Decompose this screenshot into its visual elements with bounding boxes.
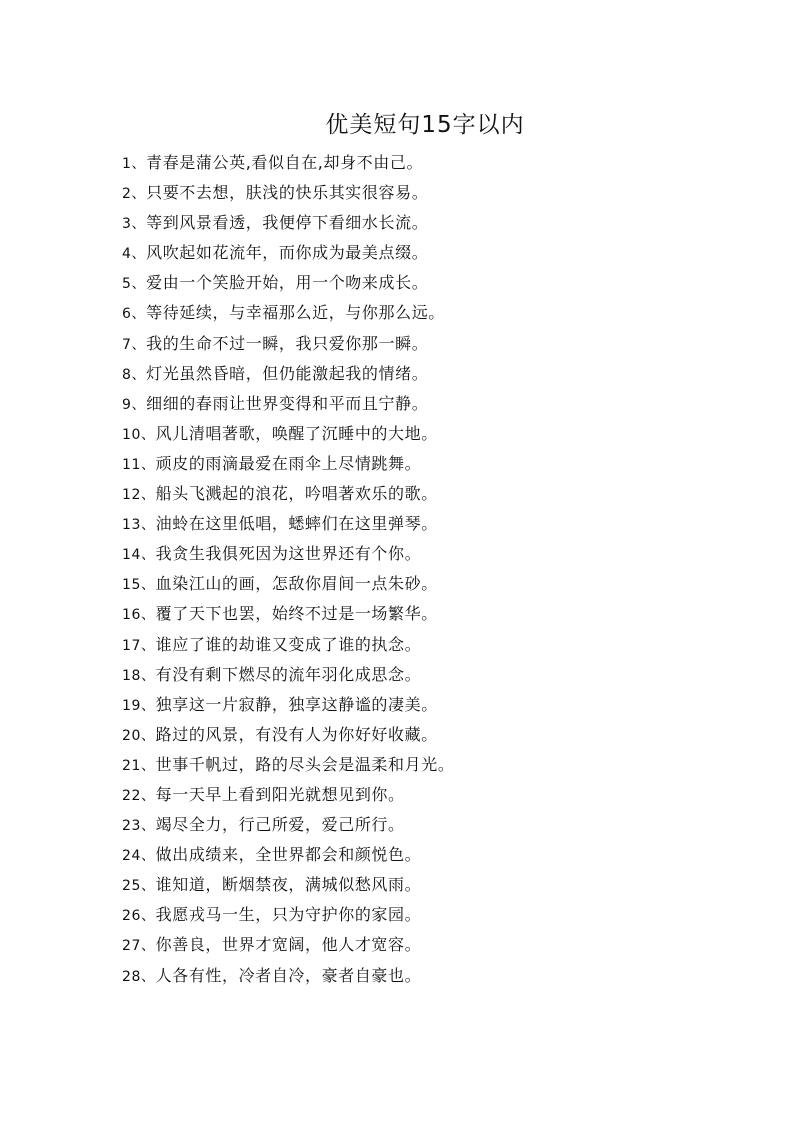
item-text: 细细的春雨让世界变得和平而且宁静。 [146, 393, 429, 413]
item-text: 风儿清唱著歌，唤醒了沉睡中的大地。 [155, 423, 438, 443]
item-text: 风吹起如花流年，而你成为最美点缀。 [146, 243, 429, 263]
item-text: 灯光虽然昏暗，但仍能激起我的情绪。 [146, 363, 429, 383]
item-text: 人各有性，冷者自冷，豪者自豪也。 [155, 965, 422, 985]
list-item [122, 329, 454, 359]
list-item [122, 961, 454, 991]
item-number: 27、 [122, 938, 156, 955]
list-item [122, 208, 454, 238]
item-text: 青春是蒲公英,看似自在,却身不由己。 [146, 153, 424, 172]
list-item [122, 900, 454, 930]
list-item [122, 660, 454, 690]
item-number: 5、 [122, 276, 147, 293]
item-number: 19、 [122, 697, 156, 714]
item-text: 船头飞溅起的浪花，吟唱著欢乐的歌。 [155, 484, 438, 504]
page-title: 优美短句15字以内 [325, 112, 525, 138]
list-item [122, 509, 454, 539]
item-number: 12、 [122, 487, 156, 504]
list-item [122, 178, 454, 208]
list-item [122, 389, 454, 419]
item-text: 等待延续，与幸福那么近，与你那么远。 [146, 303, 445, 323]
list-item [122, 720, 454, 750]
list-item [122, 268, 454, 298]
list-item [122, 539, 454, 569]
item-number: 11、 [122, 456, 156, 473]
list-item [122, 449, 454, 479]
item-text: 我贪生我俱死因为这世界还有个你。 [155, 544, 422, 564]
item-text: 等到风景看透，我便停下看细水长流。 [146, 213, 429, 233]
item-number: 8、 [122, 366, 147, 383]
list-item [122, 870, 454, 900]
item-number: 15、 [122, 577, 156, 594]
item-number: 6、 [122, 306, 147, 323]
item-text: 世事千帆过，路的尽头会是温柔和月光。 [155, 754, 455, 774]
item-text: 有没有剩下燃尽的流年羽化成思念。 [155, 664, 422, 684]
item-text: 你善良，世界才宽阔，他人才宽容。 [155, 935, 422, 955]
item-text: 竭尽全力，行己所爱，爱己所行。 [155, 815, 405, 835]
item-number: 25、 [122, 878, 156, 895]
item-text: 覆了天下也罢，始终不过是一场繁华。 [155, 604, 438, 624]
list-item [122, 810, 454, 840]
item-number: 23、 [122, 818, 156, 835]
item-number: 17、 [122, 637, 156, 654]
list-item [122, 690, 454, 720]
item-number: 18、 [122, 667, 156, 684]
list-item [122, 569, 454, 599]
list-item [122, 238, 454, 268]
item-number: 7、 [122, 336, 147, 353]
item-text: 独享这一片寂静，独享这静谧的凄美。 [155, 694, 438, 714]
item-number: 16、 [122, 607, 156, 624]
item-number: 4、 [122, 246, 147, 263]
list-item [122, 840, 454, 870]
item-number: 24、 [122, 848, 156, 865]
item-text: 油蛉在这里低唱，蟋蟀们在这里弹琴。 [155, 514, 438, 534]
item-text: 每一天早上看到阳光就想见到你。 [155, 784, 405, 804]
item-number: 9、 [122, 396, 147, 413]
item-number: 10、 [122, 426, 156, 443]
sentence-list [122, 148, 454, 991]
item-text: 谁应了谁的劫谁又变成了谁的执念。 [155, 634, 422, 654]
list-item [122, 780, 454, 810]
item-number: 26、 [122, 908, 156, 925]
list-item [122, 930, 454, 960]
list-item [122, 750, 454, 780]
item-text: 顽皮的雨滴最爱在雨伞上尽情跳舞。 [155, 453, 422, 473]
item-text: 我愿戎马一生，只为守护你的家园。 [155, 905, 422, 925]
item-number: 22、 [122, 787, 156, 804]
item-number: 28、 [122, 968, 156, 985]
list-item [122, 298, 454, 328]
item-number: 14、 [122, 547, 156, 564]
item-number: 21、 [122, 757, 156, 774]
list-item [122, 630, 454, 660]
item-number: 3、 [122, 216, 147, 233]
list-item [122, 419, 454, 449]
item-number: 20、 [122, 727, 156, 744]
item-text: 我的生命不过一瞬，我只爱你那一瞬。 [146, 333, 429, 353]
list-item [122, 148, 454, 178]
item-text: 爱由一个笑脸开始，用一个吻来成长。 [146, 273, 429, 293]
item-text: 只要不去想，肤浅的快乐其实很容易。 [146, 183, 429, 203]
item-number: 13、 [122, 517, 156, 534]
item-number: 1、 [122, 156, 147, 172]
item-text: 血染江山的画，怎敌你眉间一点朱砂。 [155, 574, 438, 594]
item-text: 路过的风景，有没有人为你好好收藏。 [155, 724, 438, 744]
item-text: 做出成绩来，全世界都会和颜悦色。 [155, 845, 422, 865]
list-item [122, 479, 454, 509]
list-item [122, 599, 454, 629]
list-item [122, 359, 454, 389]
item-text: 谁知道，断烟禁夜，满城似愁风雨。 [155, 875, 422, 895]
item-number: 2、 [122, 186, 147, 203]
